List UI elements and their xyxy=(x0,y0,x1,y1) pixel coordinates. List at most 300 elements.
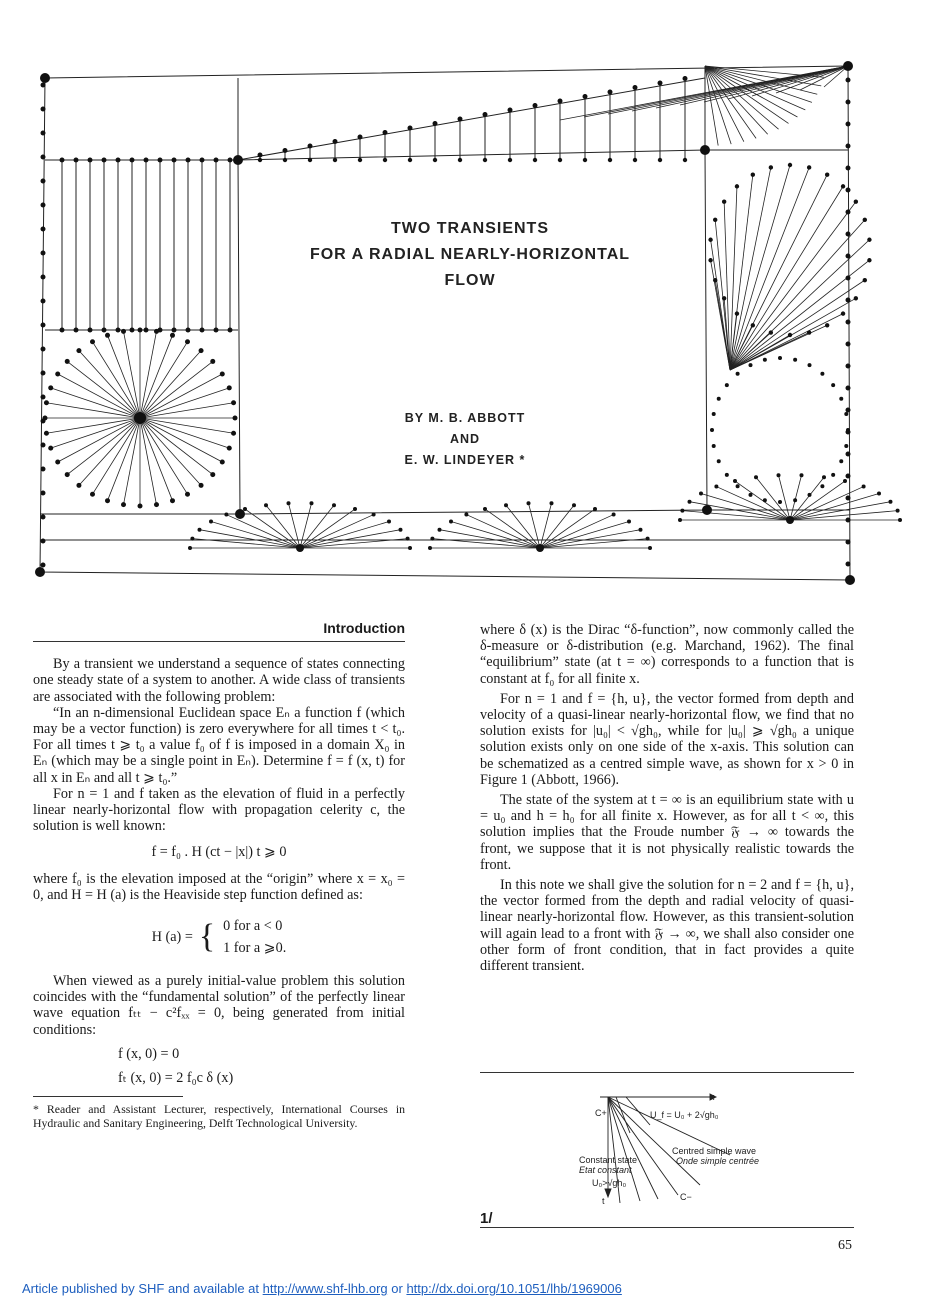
frame-node xyxy=(867,238,871,242)
fig-x-label: x xyxy=(710,1092,715,1102)
frame-node xyxy=(846,188,851,193)
figure-bottom-rule xyxy=(480,1227,854,1228)
frame-node xyxy=(158,158,163,163)
frame-node xyxy=(199,483,204,488)
characteristic-line xyxy=(626,1097,650,1125)
paragraph: For n = 1 and f taken as the elevation of fluid in a perfectly linear nearly-horizontal flow with propagation celerity c, the solution is well known: xyxy=(33,785,405,835)
frame-node xyxy=(504,503,508,507)
footnote-divider xyxy=(33,1096,183,1097)
frame-node xyxy=(583,158,587,162)
frame-node xyxy=(863,218,867,222)
case-1: 0 for a < 0 xyxy=(223,918,283,935)
frame-node xyxy=(722,200,726,204)
frame-node xyxy=(680,509,684,513)
frame-line xyxy=(200,530,300,548)
section-heading-introduction: Introduction xyxy=(33,620,405,642)
frame-node xyxy=(808,363,812,367)
frame-node xyxy=(170,333,175,338)
brace: { xyxy=(198,918,216,956)
frame-node xyxy=(228,328,233,333)
frame-node xyxy=(332,503,336,507)
frame-node xyxy=(708,258,712,262)
frame-line xyxy=(800,66,848,90)
frame-node xyxy=(769,330,773,334)
paragraph: where δ (x) is the Dirac “δ-function”, now commonly called the δ-measure or δ-distribution (e.g. Marchand, 1962). The final “equilibrium” state (at t = ∞) corresponds to a function that is constant at f₀ for all finite x. xyxy=(480,622,854,687)
frame-node xyxy=(825,323,829,327)
frame-node xyxy=(648,546,652,550)
frame-node xyxy=(725,383,729,387)
frame-node xyxy=(283,148,288,153)
frame-node xyxy=(508,108,513,113)
frame-node xyxy=(214,158,219,163)
frame-node xyxy=(408,126,413,131)
frame-node xyxy=(846,100,851,105)
frame-node xyxy=(333,139,338,144)
heaviside-cases xyxy=(223,915,286,959)
decorative-frame-figure xyxy=(0,0,930,600)
frame-node xyxy=(536,544,544,552)
frame-node xyxy=(839,397,843,401)
frame-line xyxy=(730,186,843,370)
frame-node xyxy=(846,430,851,435)
frame-node xyxy=(41,539,46,544)
frame-node xyxy=(807,165,811,169)
frame-node xyxy=(699,492,703,496)
frame-node xyxy=(170,498,175,503)
frame-node xyxy=(708,238,712,242)
frame-node xyxy=(722,296,726,300)
frame-node xyxy=(41,563,46,568)
frame-node xyxy=(134,412,146,424)
frame-node xyxy=(751,323,755,327)
frame-node xyxy=(846,562,851,567)
frame-node xyxy=(209,520,213,524)
frame-node xyxy=(41,107,46,112)
frame-node xyxy=(449,520,453,524)
frame-node xyxy=(846,298,851,303)
frame-node xyxy=(713,218,717,222)
frame-node xyxy=(846,276,851,281)
frame-line xyxy=(300,515,374,548)
frame-node xyxy=(358,135,363,140)
frame-node xyxy=(74,158,79,163)
frame-node xyxy=(41,131,46,136)
frame-node xyxy=(264,503,268,507)
frame-node xyxy=(748,493,752,497)
frame-node xyxy=(533,158,537,162)
frame-node xyxy=(185,339,190,344)
frame-line xyxy=(226,515,300,548)
heaviside-lhs: H (a) = xyxy=(151,928,193,945)
frame-node xyxy=(633,85,638,90)
frame-node xyxy=(717,459,721,463)
frame-node xyxy=(60,158,65,163)
frame-node xyxy=(231,400,236,405)
frame-node xyxy=(40,73,50,83)
frame-node xyxy=(144,158,149,163)
frame-node xyxy=(210,359,215,364)
equation-initial-1: f (x, 0) = 0 xyxy=(118,1045,180,1062)
frame-node xyxy=(408,158,412,162)
frame-node xyxy=(387,520,391,524)
footer-link-shf[interactable]: http://www.shf-lhb.org xyxy=(262,1281,388,1296)
frame-node xyxy=(88,158,93,163)
frame-node xyxy=(220,460,225,465)
fig-t-label: t xyxy=(602,1196,605,1206)
frame-node xyxy=(41,251,46,256)
frame-line xyxy=(790,502,890,520)
frame-node xyxy=(296,544,304,552)
frame-node xyxy=(748,363,752,367)
frame-node xyxy=(35,567,45,577)
frame-node xyxy=(888,500,892,504)
frame-node xyxy=(214,328,219,333)
frame-node xyxy=(121,502,126,507)
frame-node xyxy=(233,155,243,165)
frame-node xyxy=(144,328,149,333)
frame-node xyxy=(65,359,70,364)
frame-node xyxy=(458,158,462,162)
left-column xyxy=(33,620,405,1130)
frame-node xyxy=(283,158,287,162)
frame-node xyxy=(846,122,851,127)
frame-node xyxy=(854,200,858,204)
frame-node xyxy=(76,348,81,353)
frame-node xyxy=(820,372,824,376)
frame-node xyxy=(199,348,204,353)
frame-node xyxy=(854,296,858,300)
frame-node xyxy=(116,328,121,333)
frame-node xyxy=(190,537,194,541)
footnote: * Reader and Assistant Lecturer, respectively, International Courses in Hydraulic and Sanitary Engineering, Delft Technological University. xyxy=(33,1102,405,1130)
frame-node xyxy=(646,537,650,541)
frame-node xyxy=(846,518,851,523)
frame-node xyxy=(154,502,159,507)
frame-node xyxy=(258,153,263,158)
frame-node xyxy=(41,491,46,496)
frame-node xyxy=(751,173,755,177)
frame-node xyxy=(558,158,562,162)
frame-node xyxy=(712,412,716,416)
paragraph: When viewed as a purely initial-value problem this solution coincides with the “fundamental solution” of the perfectly linear wave equation fₜₜ − c²fₓₓ = 0, being generated from initial conditions: xyxy=(33,973,405,1038)
frame-node xyxy=(688,500,692,504)
frame-node xyxy=(41,299,46,304)
frame-node xyxy=(572,503,576,507)
frame-node xyxy=(60,328,65,333)
frame-node xyxy=(807,330,811,334)
frame-node xyxy=(725,473,729,477)
frame-node xyxy=(608,158,612,162)
frame-node xyxy=(778,356,782,360)
title-line-1: TWO TRANSIENTS xyxy=(391,220,549,237)
title-line-2: FOR A RADIAL NEARLY-HORIZONTAL xyxy=(309,246,631,263)
author-line-1: BY M. B. ABBOTT xyxy=(404,411,526,425)
frame-line xyxy=(724,202,730,370)
frame-node xyxy=(48,385,53,390)
frame-node xyxy=(867,258,871,262)
frame-node xyxy=(41,203,46,208)
frame-line xyxy=(711,240,730,370)
frame-line xyxy=(790,487,864,520)
frame-node xyxy=(224,513,228,517)
frame-node xyxy=(846,254,851,259)
frame-node xyxy=(846,320,851,325)
frame-node xyxy=(793,358,797,362)
frame-node xyxy=(41,83,46,88)
frame-node xyxy=(41,371,46,376)
paragraph: The state of the system at t = ∞ is an equilibrium state with u = u₀ and h = h₀ for all finite x. However, as for all t < ∞, this solution implies that the Froude number 𝔉 → ∞ towards the front, we suppose that it is not physically realistic towards the front. xyxy=(480,792,854,873)
frame-node xyxy=(383,158,387,162)
frame-node xyxy=(608,90,613,95)
frame-node xyxy=(198,528,202,532)
paragraph: For n = 1 and f = {h, u}, the vector formed from depth and velocity of a quasi-linear nearly-horizontal flow, we find that no solution exists for |u₀| < √gh₀, while for |u₀| ⩾ √gh₀ a unique solution exists only on one side of the x-axis. This solution can be schematized as a centred simple wave, as shown for x > 0 in Figure 1 (Abbott, 1966). xyxy=(480,690,854,788)
frame-node xyxy=(235,509,245,519)
frame-line xyxy=(300,530,400,548)
frame-node xyxy=(76,483,81,488)
frame-node xyxy=(846,166,851,171)
frame-node xyxy=(846,386,851,391)
frame-node xyxy=(769,165,773,169)
frame-node xyxy=(41,179,46,184)
page-number: 65 xyxy=(838,1238,852,1253)
fig-cplus-label: C+ xyxy=(595,1108,607,1118)
frame-node xyxy=(186,328,191,333)
frame-node xyxy=(683,158,687,162)
fig-constant-fr: Etat constant xyxy=(579,1165,632,1175)
frame-node xyxy=(786,516,794,524)
equation-solution: f = f₀ . H (ct − |x|) t ⩾ 0 xyxy=(151,844,287,861)
frame-node xyxy=(846,364,851,369)
frame-node xyxy=(763,498,767,502)
figure-top-rule xyxy=(480,1072,854,1073)
frame-node xyxy=(839,459,843,463)
paragraph: where f₀ is the elevation imposed at the “origin” where x = x₀ = 0, and H = H (a) is the Heaviside step function defined as: xyxy=(33,870,405,903)
frame-line xyxy=(440,530,540,548)
frame-node xyxy=(558,99,563,104)
frame-node xyxy=(754,475,758,479)
frame-node xyxy=(172,328,177,333)
frame-node xyxy=(185,492,190,497)
frame-node xyxy=(735,184,739,188)
frame-node xyxy=(406,537,410,541)
frame-node xyxy=(464,513,468,517)
paragraph: In this note we shall give the solution for n = 2 and f = {h, u}, the vector formed from the depth and radial velocity of quasi-linear nearly-horizontal flow. However, as this transient-solution will again lead to a front with 𝔉 → ∞, we shall also consider one other form of front condition, that in fact provides a quite different transient. xyxy=(480,877,854,975)
frame-node xyxy=(736,372,740,376)
frame-node xyxy=(658,81,663,86)
frame-node xyxy=(353,507,357,511)
fig-constant-en: Constant state xyxy=(579,1155,638,1165)
frame-node xyxy=(130,328,135,333)
frame-node xyxy=(433,121,438,126)
frame-node xyxy=(678,518,682,522)
frame-node xyxy=(638,528,642,532)
frame-node xyxy=(831,473,835,477)
frame-line xyxy=(466,515,540,548)
frame-node xyxy=(130,158,135,163)
frame-node xyxy=(333,158,337,162)
frame-node xyxy=(48,446,53,451)
footer-prefix: Article published by SHF and available at xyxy=(22,1281,263,1296)
frame-node xyxy=(714,485,718,489)
frame-node xyxy=(227,385,232,390)
frame-node xyxy=(105,498,110,503)
fig-cminus-label: C− xyxy=(680,1192,692,1202)
frame-node xyxy=(846,210,851,215)
frame-node xyxy=(763,358,767,362)
frame-node xyxy=(683,76,688,81)
frame-node xyxy=(74,328,79,333)
frame-node xyxy=(308,158,312,162)
frame-node xyxy=(862,485,866,489)
frame-node xyxy=(41,467,46,472)
author-line-3: E. W. LINDEYER * xyxy=(404,453,526,467)
figure-number: 1/ xyxy=(480,1210,493,1227)
frame-node xyxy=(844,444,848,448)
frame-node xyxy=(41,275,46,280)
case-2: 1 for a ⩾0. xyxy=(223,940,287,957)
frame-node xyxy=(717,397,721,401)
paragraph: By a transient we understand a sequence of states connecting one steady state of a system to another. A wide class of transients are associated with the following problem: xyxy=(33,656,405,705)
frame-node xyxy=(593,507,597,511)
frame-node xyxy=(186,158,191,163)
equation-initial-2: fₜ (x, 0) = 2 f₀c δ (x) xyxy=(118,1070,234,1087)
frame-node xyxy=(846,232,851,237)
frame-node xyxy=(228,158,233,163)
frame-node xyxy=(243,507,247,511)
frame-node xyxy=(846,540,851,545)
frame-node xyxy=(358,158,362,162)
frame-node xyxy=(533,103,538,108)
footer-middle: or xyxy=(387,1281,407,1296)
frame-node xyxy=(44,400,49,405)
frame-node xyxy=(846,78,851,83)
frame-node xyxy=(799,473,803,477)
frame-node xyxy=(898,518,902,522)
frame-node xyxy=(846,144,851,149)
frame-node xyxy=(188,546,192,550)
frame-node xyxy=(527,501,531,505)
frame-node xyxy=(846,452,851,457)
frame-node xyxy=(428,546,432,550)
frame-node xyxy=(105,333,110,338)
frame-node xyxy=(372,513,376,517)
frame-node xyxy=(308,144,313,149)
frame-node xyxy=(55,372,60,377)
frame-node xyxy=(483,158,487,162)
frame-node xyxy=(733,479,737,483)
frame-node xyxy=(172,158,177,163)
frame-node xyxy=(793,498,797,502)
frame-node xyxy=(846,474,851,479)
frame-node xyxy=(778,500,782,504)
authors-block xyxy=(300,408,630,471)
frame-node xyxy=(138,504,143,509)
frame-node xyxy=(258,158,262,162)
frame-node xyxy=(398,528,402,532)
fig-centred-en: Centred simple wave xyxy=(672,1146,757,1156)
frame-node xyxy=(845,575,855,585)
frame-node xyxy=(102,328,107,333)
frame-node xyxy=(736,484,740,488)
frame-node xyxy=(231,431,236,436)
frame-node xyxy=(549,501,553,505)
frame-node xyxy=(383,130,388,135)
frame-node xyxy=(825,173,829,177)
frame-node xyxy=(200,158,205,163)
frame-node xyxy=(712,444,716,448)
frame-node xyxy=(846,408,851,413)
frame-node xyxy=(438,528,442,532)
frame-node xyxy=(41,227,46,232)
right-column xyxy=(480,622,854,974)
frame-node xyxy=(788,333,792,337)
frame-node xyxy=(408,546,412,550)
frame-node xyxy=(44,431,49,436)
frame-node xyxy=(433,158,437,162)
frame-node xyxy=(41,419,46,424)
frame-node xyxy=(41,155,46,160)
frame-node xyxy=(41,515,46,520)
frame-line xyxy=(540,530,640,548)
frame-node xyxy=(612,513,616,517)
frame-node xyxy=(735,311,739,315)
title-line-3: FLOW xyxy=(444,272,496,289)
frame-node xyxy=(102,158,107,163)
frame-node xyxy=(700,145,710,155)
frame-node xyxy=(233,416,238,421)
frame-node xyxy=(90,492,95,497)
frame-node xyxy=(154,329,159,334)
frame-node xyxy=(583,94,588,99)
equation-heaviside xyxy=(33,915,405,959)
frame-node xyxy=(227,446,232,451)
paragraph: “In an n-dimensional Euclidean space Eₙ a function f (which may be a vector function) is zero everywhere for all times t < t₀. For all times t ⩾ t₀ a value f₀ of f is imposed in a domain X₀ in Eₙ (which may be a single point in Eₙ). Determine f = f (x, t) for all x in Eₙ and all t ⩾ t₀.” xyxy=(33,704,405,786)
frame-node xyxy=(41,395,46,400)
frame-node xyxy=(831,383,835,387)
frame-node xyxy=(116,158,121,163)
frame-node xyxy=(138,328,143,333)
frame-node xyxy=(41,323,46,328)
frame-node xyxy=(841,184,845,188)
fig-centred-fr: Onde simple centrée xyxy=(676,1156,760,1166)
frame-node xyxy=(41,443,46,448)
frame-node xyxy=(200,328,205,333)
frame-node xyxy=(121,329,126,334)
frame-node xyxy=(65,472,70,477)
frame-node xyxy=(788,163,792,167)
frame-node xyxy=(90,339,95,344)
frame-node xyxy=(41,347,46,352)
footer-link-doi[interactable]: http://dx.doi.org/10.1051/lhb/1969006 xyxy=(406,1281,622,1296)
frame-node xyxy=(843,479,847,483)
frame-line xyxy=(730,220,865,370)
frame-node xyxy=(88,328,93,333)
frame-node xyxy=(627,520,631,524)
t-axis-arrow xyxy=(605,1189,611,1197)
frame-node xyxy=(713,278,717,282)
frame-node xyxy=(430,537,434,541)
author-line-2: AND xyxy=(449,432,481,446)
frame-node xyxy=(841,311,845,315)
frame-line xyxy=(540,515,614,548)
frame-node xyxy=(658,158,662,162)
article-footer xyxy=(22,1281,622,1296)
frame-node xyxy=(877,492,881,496)
frame-node xyxy=(808,493,812,497)
frame-node xyxy=(820,484,824,488)
frame-node xyxy=(822,475,826,479)
frame-node xyxy=(55,460,60,465)
